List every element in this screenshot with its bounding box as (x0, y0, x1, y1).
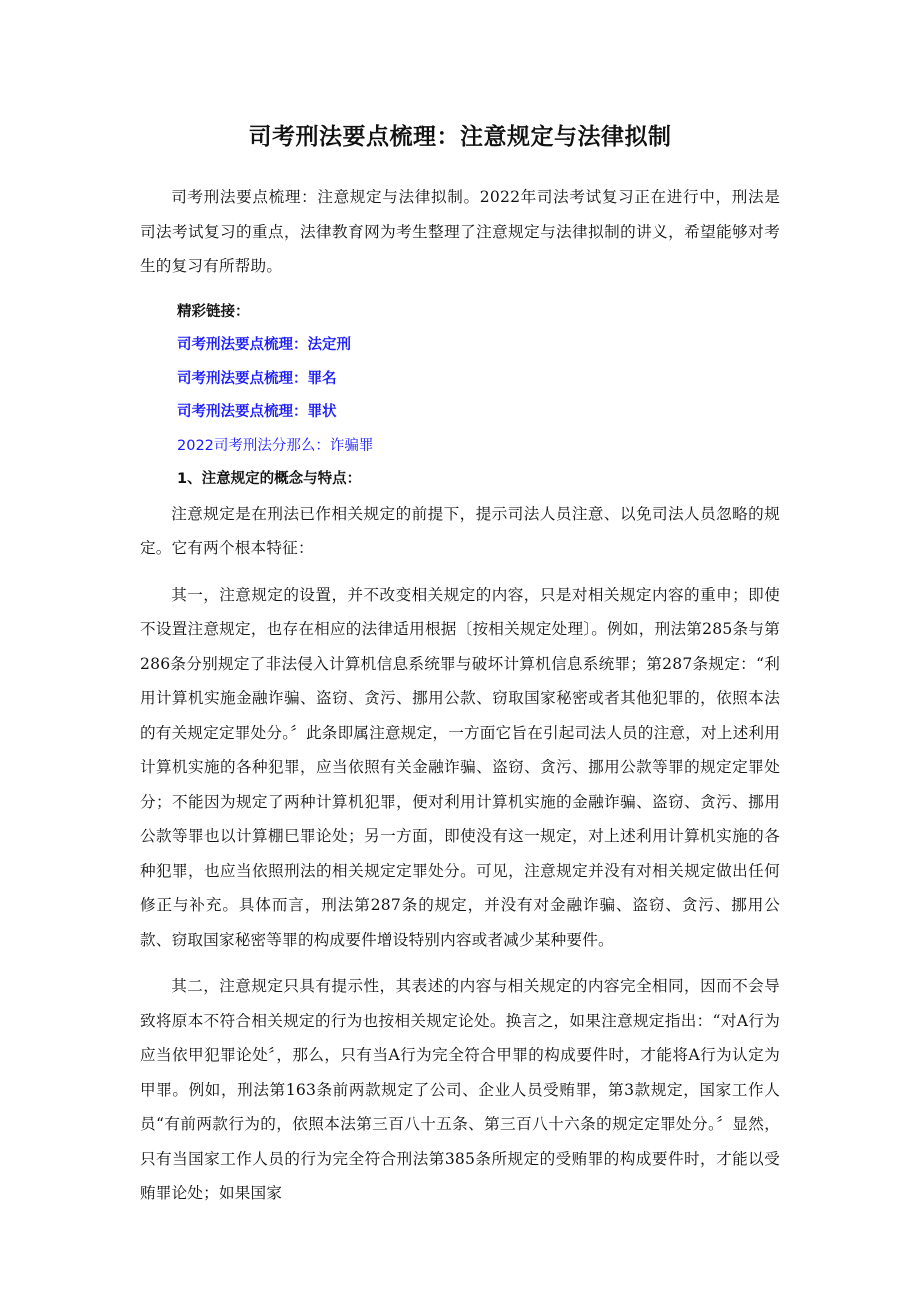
intro-paragraph: 司考刑法要点梳理：注意规定与法律拟制。2022年司法考试复习正在进行中，刑法是司法考试复习的重点，法律教育网为考生整理了注意规定与法律拟制的讲义，希望能够对考生的复习有所帮助。 (140, 188, 780, 275)
page-title: 司考刑法要点梳理：注意规定与法律拟制 (248, 124, 672, 150)
link-zhapianzui[interactable]: 2022司考刑法分那么：诈骗罪 (177, 437, 374, 454)
section-heading: 1、注意规定的概念与特点： (177, 471, 362, 487)
link-fadingxing[interactable]: 司考刑法要点梳理：法定刑 (177, 337, 351, 353)
body-paragraph-1: 注意规定是在刑法已作相关规定的前提下，提示司法人员注意、以免司法人员忽略的规定。它有两个根本特征： (140, 504, 780, 557)
body-paragraph-2: 其一，注意规定的设置，并不改变相关规定的内容，只是对相关规定内容的重申；即使不设置注意规定，也存在相应的法律适用根据〔按相关规定处理〕。例如，刑法第285条与第286条分别规定了非法侵入计算机信息系统罪与破坏计算机信息系统罪；第287条规定：“利用计算机实施金融诈骗、盗窃、贪污、挪用公款、窃取国家秘密或者其他犯罪的，依照本法的有关规定定罪处分。〞此条即属注意规定，一方面它旨在引起司法人员的注意，对上述利用计算机实施的各种犯罪，应当依照有关金融诈骗、盗窃、贪污、挪用公款等罪的规定定罪处分；不能因为规定了两种计算机犯罪，便对利用计算机实施的金融诈骗、盗窃、贪污、挪用公款等罪也以计算棚巳罪论处；另一方面，即使没有这一规定，对上述利用计算机实施的各种犯罪，也应当依照刑法的相关规定定罪处分。可见，注意规定并没有对相关规定做出任何修正与补充。具体而言，刑法第287条的规定，并没有对金融诈骗、盗窃、贪污、挪用公款、窃取国家秘密等罪的构成要件增设特别内容或者减少某种要件。 (140, 585, 780, 949)
body-paragraph-3: 其二，注意规定只具有提示性，其表述的内容与相关规定的内容完全相同，因而不会导致将原本不符合相关规定的行为也按相关规定论处。换言之，如果注意规定指出：“对A行为应当依甲犯罪论处〞，那么，只有当A行为完全符合甲罪的构成要件时，才能将A行为认定为甲罪。例如，刑法第163条前两款规定了公司、企业人员受贿罪，第3款规定，国家工作人员“有前两款行为的，依照本法第三百八十五条、第三百八十六条的规定定罪处分。〞显然，只有当国家工作人员的行为完全符合刑法第385条所规定的受贿罪的构成要件时，才能以受贿罪论处；如果国家 (140, 977, 780, 1202)
link-zuizhuang[interactable]: 司考刑法要点梳理：罪状 (177, 404, 337, 420)
links-label: 精彩链接： (177, 303, 250, 320)
link-zuiming[interactable]: 司考刑法要点梳理：罪名 (177, 370, 337, 387)
document-page (140, 118, 780, 1211)
